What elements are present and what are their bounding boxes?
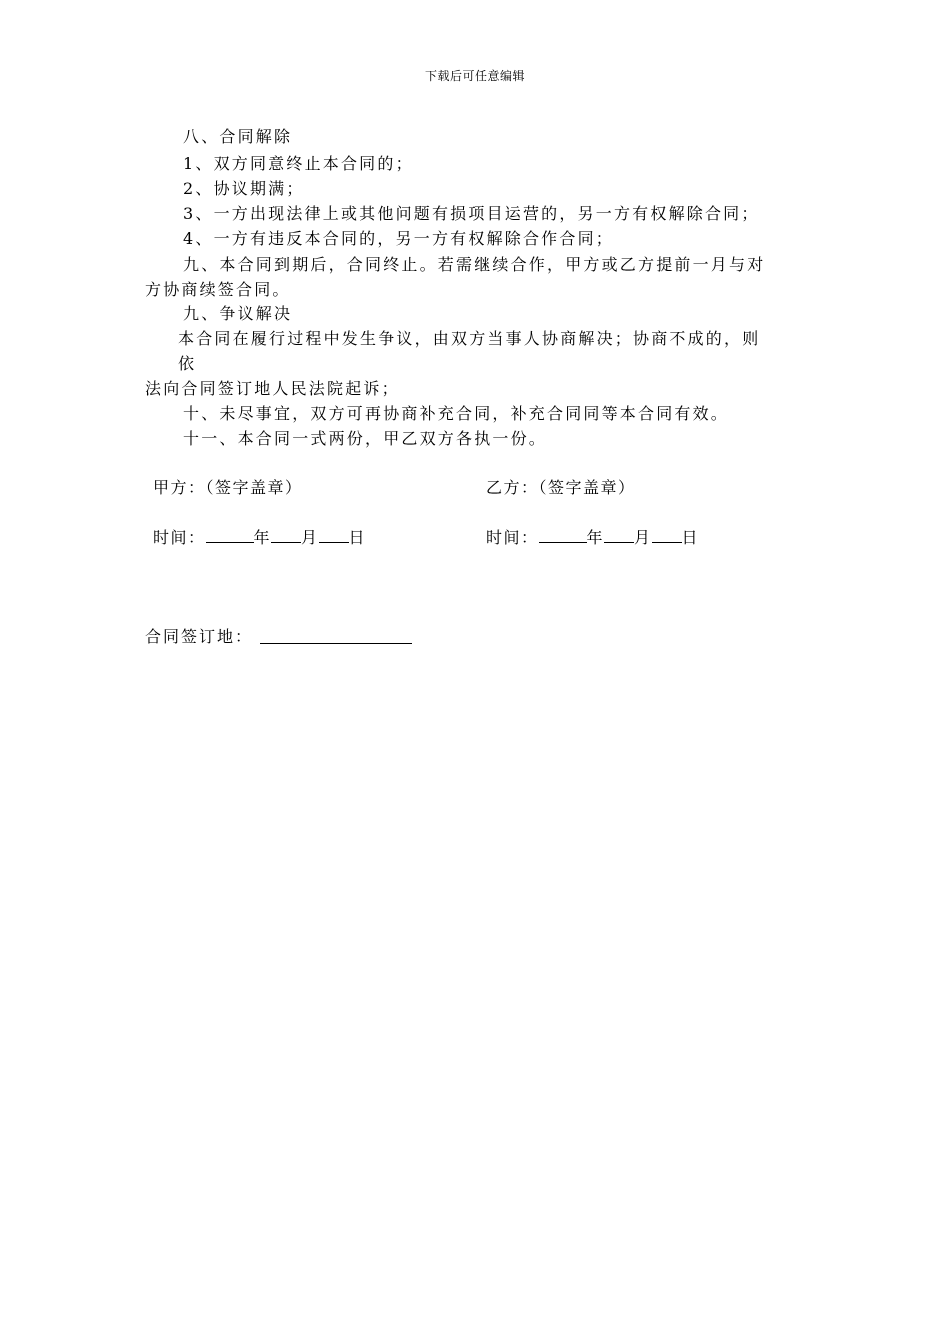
clause-8-3: 3、一方出现法律上或其他问题有损项目运营的，另一方有权解除合同； [183, 204, 760, 223]
party-a-day-blank[interactable] [319, 527, 349, 543]
party-a-signature-label: 甲方：（签字盖章） [153, 478, 303, 497]
party-b-day-label: 日 [681, 528, 700, 547]
section-9-expiry-line-1: 九、本合同到期后，合同终止。若需继续合作，甲方或乙方提前一月与对 [183, 255, 766, 274]
party-b-date-line [486, 527, 699, 549]
party-b-year-label: 年 [586, 528, 605, 547]
party-b-signature-label: 乙方：（签字盖章） [486, 478, 636, 497]
signing-place-blank[interactable] [260, 643, 412, 644]
page-header-note: 下载后可任意编辑 [424, 69, 525, 83]
clause-8-1: 1、双方同意终止本合同的； [183, 154, 414, 173]
party-b-day-blank[interactable] [652, 527, 682, 543]
party-a-day-label: 日 [348, 528, 367, 547]
clause-8-4: 4、一方有违反本合同的，另一方有权解除合作合同； [183, 229, 614, 248]
party-b-year-blank[interactable] [539, 527, 587, 543]
dispute-clause-line-3: 法向合同签订地人民法院起诉； [145, 379, 400, 398]
party-a-year-blank[interactable] [206, 527, 254, 543]
party-a-year-label: 年 [253, 528, 272, 547]
party-b-month-blank[interactable] [604, 527, 634, 543]
party-b-time-label: 时间： [486, 528, 539, 547]
clause-8-2: 2、协议期满； [183, 179, 305, 198]
dispute-clause-line-1: 本合同在履行过程中发生争议，由双方当事人协商解决；协商不成的，则 [178, 329, 761, 348]
party-a-month-label: 月 [301, 528, 319, 547]
party-b-month-label: 月 [634, 528, 652, 547]
party-a-date-line [153, 527, 366, 549]
party-a-time-label: 时间： [153, 528, 206, 547]
section-8-heading: 八、合同解除 [183, 127, 293, 146]
section-9-dispute-heading: 九、争议解决 [183, 304, 293, 323]
dispute-clause-line-2: 依 [178, 354, 197, 373]
section-11: 十一、本合同一式两份，甲乙双方各执一份。 [183, 429, 548, 448]
section-9-expiry-line-2: 方协商续签合同。 [145, 280, 291, 299]
party-a-month-blank[interactable] [271, 527, 301, 543]
signing-place-label: 合同签订地： [145, 627, 254, 646]
section-10: 十、未尽事宜，双方可再协商补充合同，补充合同同等本合同有效。 [183, 404, 730, 423]
